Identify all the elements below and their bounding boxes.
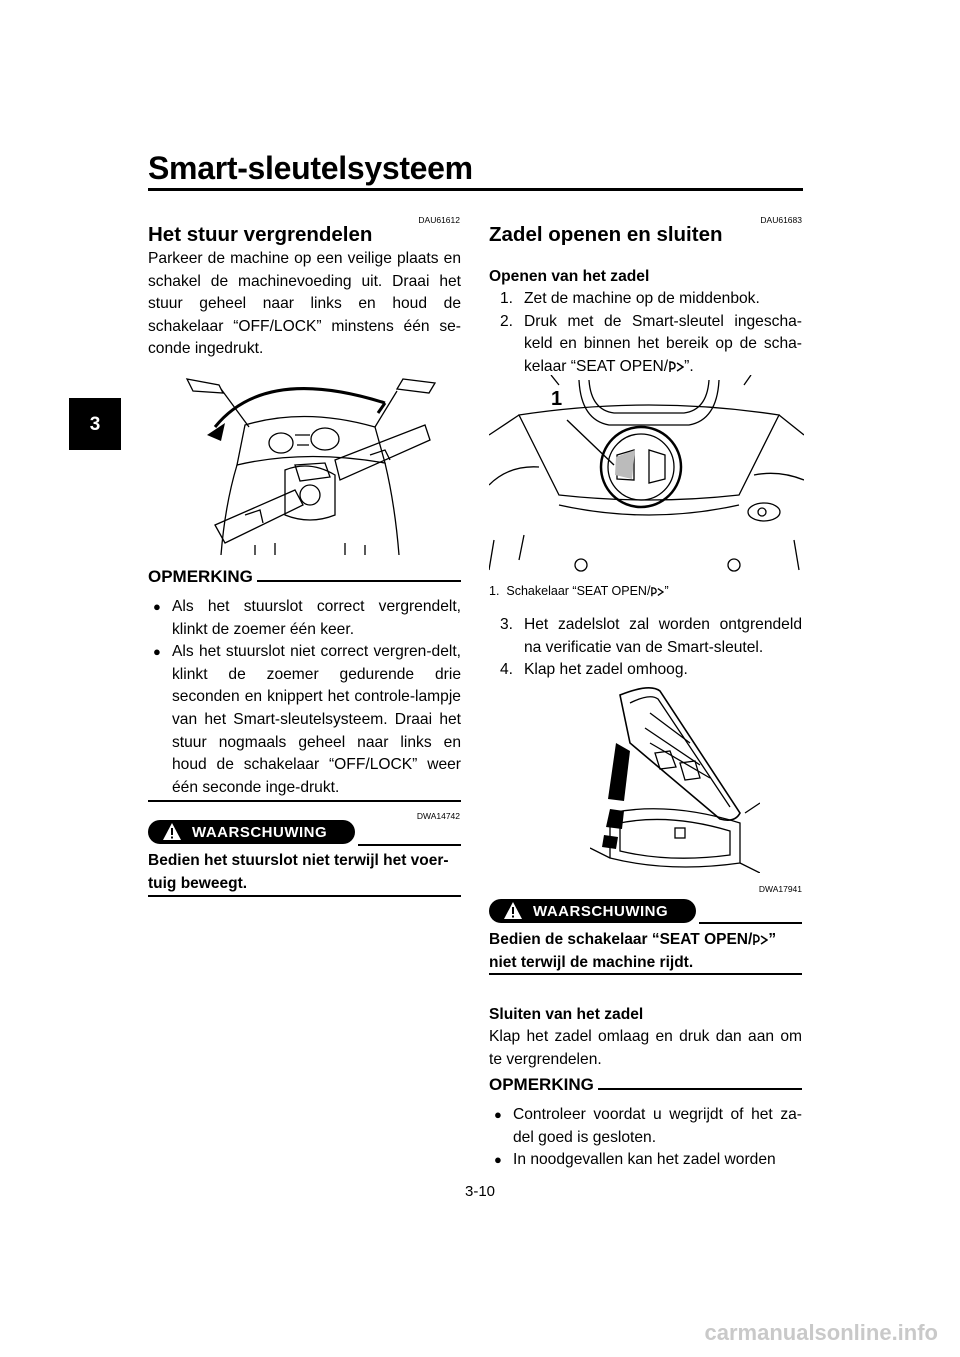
step-item: 1. Zet de machine op de middenbok. [500,290,760,307]
note-title: OPMERKING [148,567,253,586]
figure-caption: 1. Schakelaar “SEAT OPEN/ ” [489,584,669,598]
section-heading: Het stuur vergrendelen [148,223,373,246]
subheading-close: Sluiten van het zadel [489,1006,644,1023]
warning-end-rule [148,895,461,897]
watermark: carmanualsonline.info [704,1320,938,1345]
warning-label: WAARSCHUWING [192,823,328,841]
seat-open-switch-illustration [489,375,804,580]
open-steps-continued [489,614,802,682]
close-paragraph: Klap het zadel omlaag en druk dan aan om te vergrendelen. [489,1028,802,1068]
warning-label: WAARSCHUWING [533,902,669,920]
section-code: DAU61612 [418,215,460,225]
note-heading [148,567,461,587]
warning-text: Bedien de schakelaar “SEAT OPEN/ ” niet terwijl de machine rijdt. [489,931,777,971]
note-item: ● In noodgevallen kan het zadel worden [489,1149,802,1172]
handlebar-illustration [185,365,440,555]
note-list [489,1104,802,1172]
intro-paragraph: Parkeer de machine op een veilige plaats en schakel de machinevoeding uit. Draai het stuur geheel naar links en houd de schakelaar “OFF/LOCK” minstens één se-conde ingedrukt. [148,250,461,358]
seat-open-icon [650,586,664,598]
warning-badge [148,820,355,844]
seat-open-icon [668,360,684,374]
page-title: Smart-sleutelsysteem [148,150,473,186]
section-code: DAU61683 [760,215,802,225]
warning-code: DWA17941 [758,884,802,894]
warning-rule [358,844,461,846]
note-item: ● Als het stuurslot correct vergrendelt, klinkt de zoemer één keer. [148,596,461,641]
warning-badge [489,899,696,923]
warning-triangle-icon [162,822,182,841]
note-end-rule [148,800,461,802]
note-list [148,596,461,799]
warning-text: Bedien het stuurslot niet terwijl het voer-tuig beweegt. [148,852,449,892]
seat-open-icon [752,933,768,947]
note-title: OPMERKING [489,1075,594,1094]
page-number: 3-10 [464,1183,496,1200]
step-item: 4. Klap het zadel omhoog. [500,661,688,679]
step-item: 3. Het zadelslot zal worden ontgrendeld na verificatie van de Smart-sleutel. [500,616,802,656]
title-rule [148,188,803,191]
warning-end-rule [489,973,802,975]
note-item: ● Als het stuurslot niet correct vergren-delt, klinkt de zoemer gedurende drie seconden en knippert het controle-lampje van het Smart-sleutelsysteem. Draai het stuur nogmaals geheel naar links en houd de schakelaar “OFF/LOCK” weer één seconde inge-drukt. [148,641,461,799]
step-item: 2. Druk met de Smart-sleutel ingescha-keld en binnen het bereik op de scha-kelaar “SEAT OPEN/ ”. [500,312,802,375]
open-steps [489,288,802,378]
warning-rule [699,922,802,924]
section-heading: Zadel openen en sluiten [489,223,723,246]
figure-callout: 1 [551,388,563,410]
subheading-open: Openen van het zadel [489,268,650,285]
note-item: ● Controleer voordat u wegrijdt of het za-del goed is gesloten. [489,1104,802,1149]
warning-triangle-icon [503,901,523,920]
note-heading [489,1075,802,1095]
seat-raised-illustration [590,683,760,873]
chapter-tab: 3 [69,398,121,450]
warning-code: DWA14742 [416,811,460,821]
